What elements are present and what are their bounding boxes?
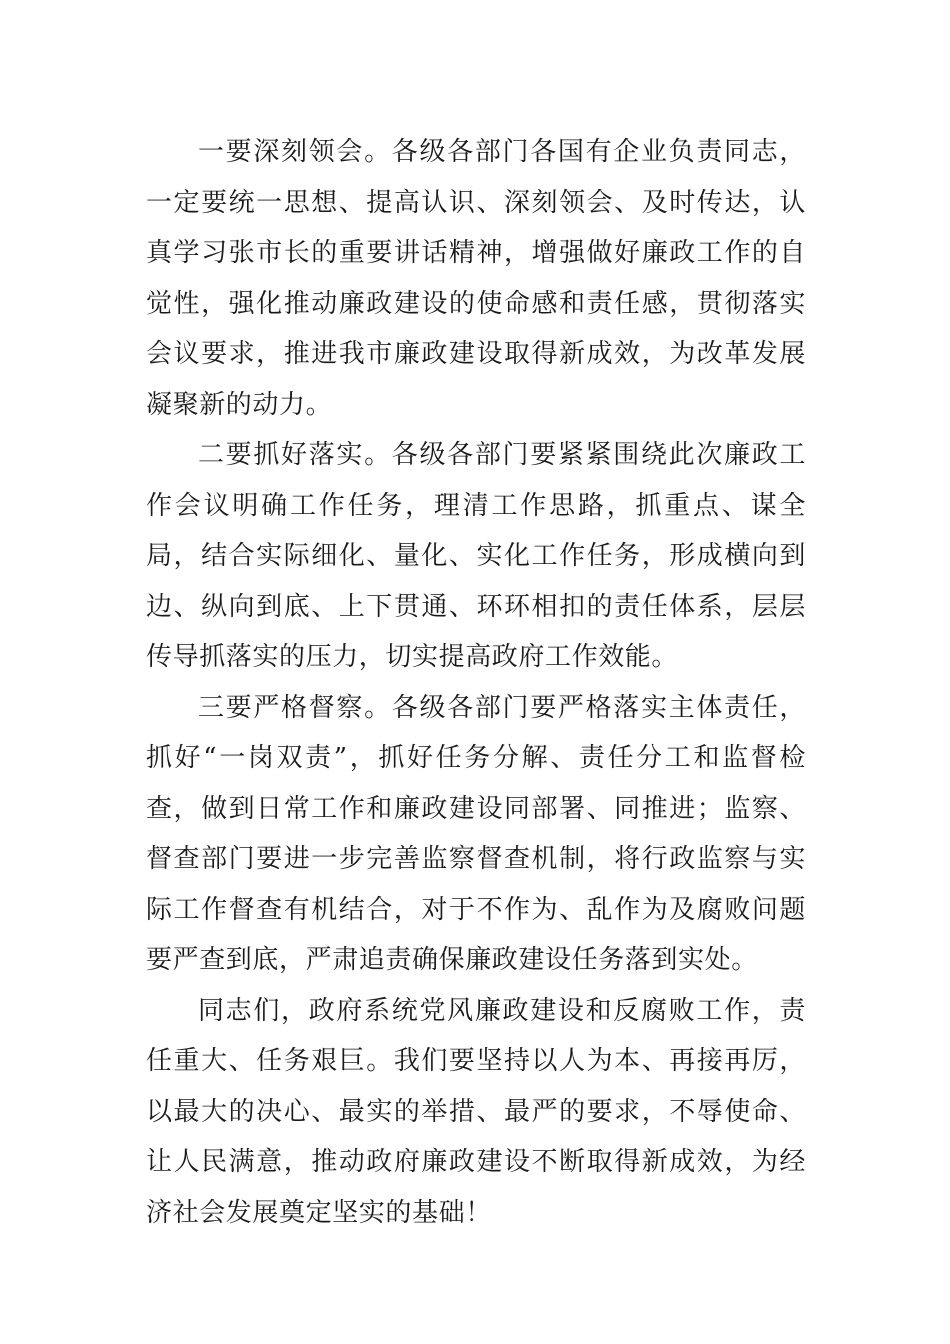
paragraph-1: 一要深刻领会。各级各部门各国有企业负责同志，一定要统一思想、提高认识、深刻领会、及时传达，认真学习张市长的重要讲话精神，增强做好廉政工作的自觉性，强化推动廉政建设的使命感和责任感，贯彻落实会议要求，推进我市廉政建设取得新成效，为改革发展凝聚新的动力。 (146, 137, 806, 420)
paragraph-3: 三要严格督察。各级各部门要严格落实主体责任，抓好“一岗双责”，抓好任务分解、责任分工和监督检查，做到日常工作和廉政建设同部署、同推进；监察、督查部门要进一步完善监察督查机制，将行政监察与实际工作督查有机结合，对于不作为、乱作为及腐败问题要严查到底，严肃追责确保廉政建设任务落到实处。 (146, 692, 806, 975)
paragraph-4: 同志们，政府系统党风廉政建设和反腐败工作，责任重大、任务艰巨。我们要坚持以人为本、再接再厉，以最大的决心、最实的举措、最严的要求，不辱使命、让人民满意，推动政府廉政建设不断取得新成效，为经济社会发展奠定坚实的基础！ (146, 995, 806, 1228)
paragraph-2: 二要抓好落实。各级各部门要紧紧围绕此次廉政工作会议明确工作任务，理清工作思路，抓重点、谋全局，结合实际细化、量化、实化工作任务，形成横向到边、纵向到底、上下贯通、环环相扣的责任体系，层层传导抓落实的压力，切实提高政府工作效能。 (146, 440, 806, 672)
document-body (146, 127, 806, 1238)
